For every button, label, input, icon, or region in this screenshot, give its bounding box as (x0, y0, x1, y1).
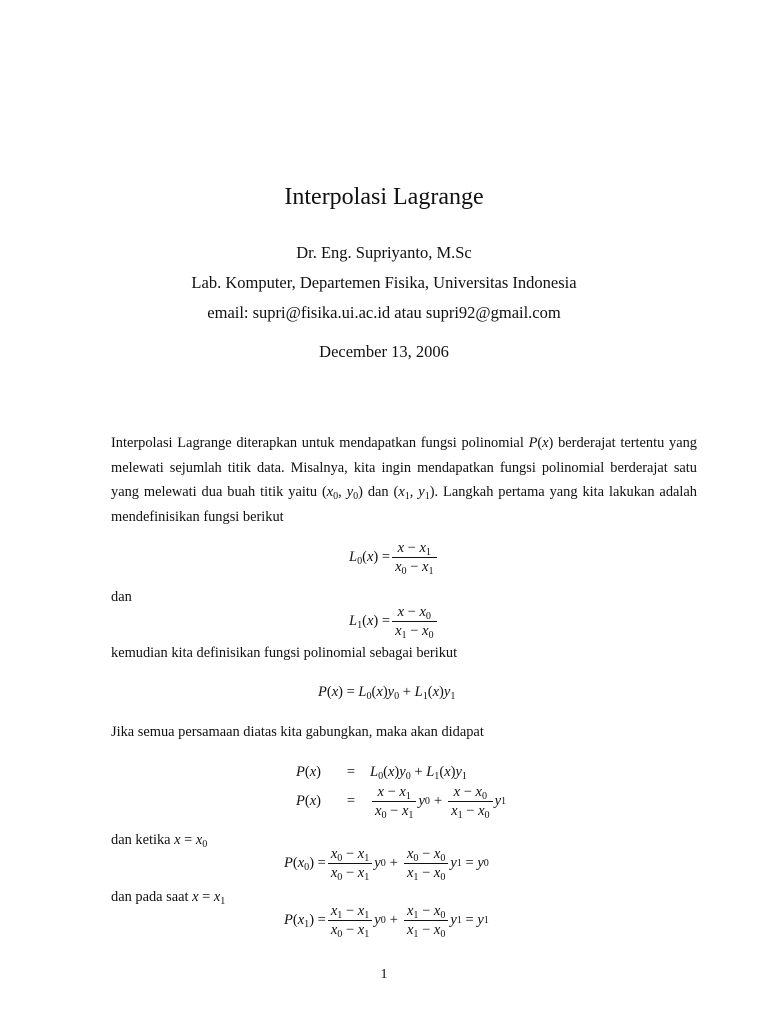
fraction: $\frac{x_0 - x_1}{x_0 - x_1}$ (328, 846, 372, 881)
text-dan-pada-saat (111, 889, 225, 906)
intro-paragraph (111, 431, 697, 529)
equation-l0: $L_0(x)$ = $\frac{x - x_1}{x_0 - x_1}$ (349, 540, 439, 575)
author: Dr. Eng. Supriyanto, M.Sc (296, 243, 472, 262)
equation-p-x0: $P(x_0)$ = $\frac{x_0 - x_1}{x_0 - x_1}$ y 0 + $\frac{x_0 - x_0}{x_1 - x_0}$ y 1 = y 0 (284, 846, 489, 883)
intro-text-2: berderajat tertentu yang melewati sejumlah titik data. Misalnya, kita ingin mendapatkan fungsi polinomial berderajat satu yang melewati dua buah titik yaitu (111, 435, 697, 501)
equation-aligned-2: P(x) = $\frac{x - x_1}{x_0 - x_1}$ y 0 + $\frac{x - x_0}{x_1 - x_0}$ y 1 (296, 784, 507, 821)
label-dan-ketika: dan ketika (111, 832, 175, 848)
math-x-eq-x1: $x = x_1$ (192, 889, 226, 907)
text-dan-ketika (111, 832, 207, 849)
fraction: $\frac{x - x_1}{x_0 - x_1}$ (392, 540, 436, 575)
math-point-0: ($x_0$, $y_0$) (321, 484, 363, 503)
equation-px: $P(x) = L_0(x)y_0 + L_1(x)y_1$ (318, 684, 456, 702)
affiliation: Lab. Komputer, Departemen Fisika, Universitas Indonesia (191, 273, 577, 292)
text-kemudian: kemudian kita definisikan fungsi polinomial sebagai berikut (111, 645, 458, 661)
text-jika: Jika semua persamaan diatas kita gabungkan, maka akan didapat (111, 724, 484, 740)
page-number: 1 (380, 967, 388, 982)
fraction: $\frac{x - x_0}{x_1 - x_0}$ (392, 604, 436, 639)
fraction: $\frac{x_1 - x_0}{x_1 - x_0}$ (404, 903, 448, 938)
paper-title: Interpolasi Lagrange (284, 184, 484, 210)
date: December 13, 2006 (319, 342, 449, 361)
intro-text-1: Interpolasi Lagrange diterapkan untuk mendapatkan fungsi polinomial (111, 435, 529, 451)
intro-text-3: dan (362, 484, 394, 501)
math-x-eq-x0: $x = x_0$ (174, 832, 208, 850)
math-point-1: ($x_1$, $y_1$) (393, 484, 435, 503)
fraction: $\frac{x_0 - x_0}{x_1 - x_0}$ (404, 846, 448, 881)
math-px: P(x) (528, 435, 554, 451)
email: email: supri@fisika.ui.ac.id atau supri92@gmail.com (207, 303, 561, 322)
fraction: $\frac{x_1 - x_1}{x_0 - x_1}$ (328, 903, 372, 938)
equation-p-x1: $P(x_1)$ = $\frac{x_1 - x_1}{x_0 - x_1}$ y 0 + $\frac{x_1 - x_0}{x_1 - x_0}$ y 1 = y 1 (284, 903, 489, 940)
fraction: $\frac{x - x_0}{x_1 - x_0}$ (448, 784, 492, 819)
text-dan: dan (111, 589, 132, 605)
fraction: $\frac{x - x_1}{x_0 - x_1}$ (372, 784, 416, 819)
equation-aligned-1: P(x) = $L_0(x)y_0 + L_1(x)y_1$ (296, 764, 467, 782)
intro-text-4: . Langkah pertama yang kita lakukan adalah mendefinisikan fungsi berikut (111, 484, 697, 525)
equation-l1: $L_1(x)$ = $\frac{x - x_0}{x_1 - x_0}$ (349, 604, 439, 639)
label-dan-pada-saat: dan pada saat (111, 889, 193, 905)
